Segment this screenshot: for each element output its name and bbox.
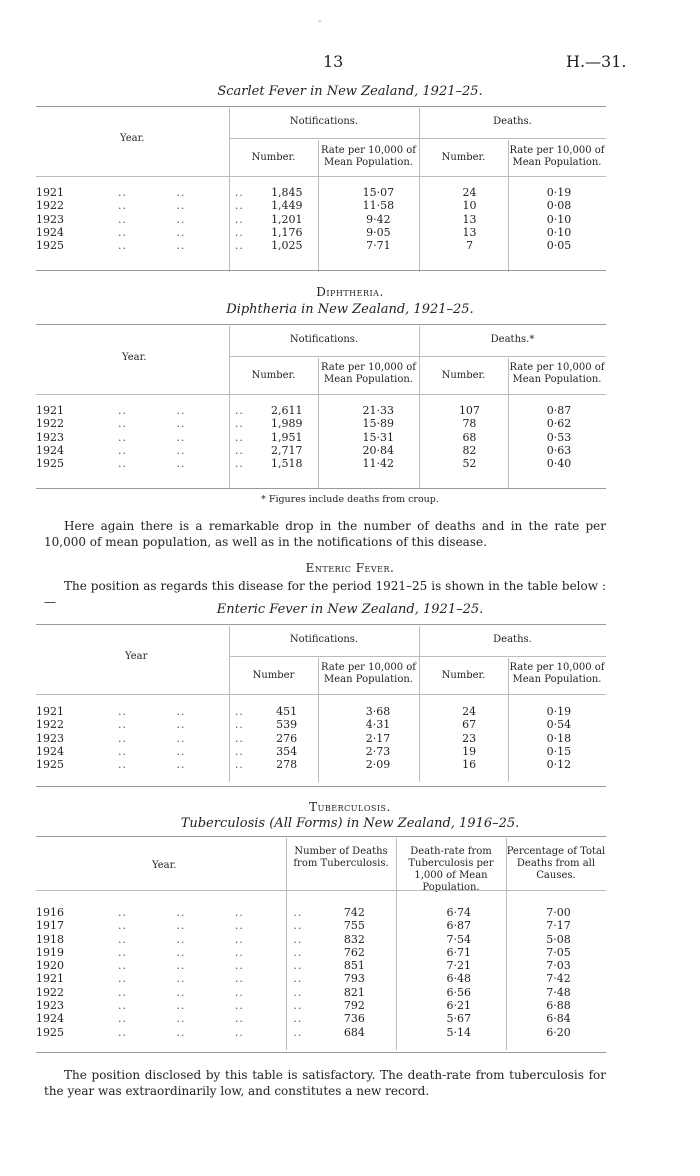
leader-dots: .. .. ..: [64, 718, 244, 732]
leader-dots: .. .. ..: [64, 239, 244, 253]
year-value: 1921: [36, 705, 64, 718]
deaths-number: 10: [462, 199, 477, 213]
year-cell: [36, 959, 302, 972]
tuberculosis-deaths-header: Number of Deaths from Tuberculosis.: [293, 846, 389, 869]
year-value: 1919: [36, 945, 64, 959]
leader-dots: .. .. .. ..: [64, 1012, 303, 1026]
table-row: [36, 1012, 606, 1025]
deaths-rate: 0·19: [546, 705, 572, 718]
deaths-rate: 0·19: [546, 186, 572, 199]
deaths-rate: 0·54: [546, 718, 572, 732]
year-cell: [36, 732, 244, 745]
year-value: 1923: [36, 430, 64, 444]
table-row: [36, 745, 606, 758]
tb-deaths: 793: [343, 972, 365, 986]
notifications-rate: 2·17: [365, 731, 391, 745]
deaths-rate: 0·10: [546, 212, 572, 226]
notifications-rate: 21·33: [362, 404, 394, 417]
year-value: 1923: [36, 212, 64, 226]
year-value: 1924: [36, 1012, 64, 1026]
notifications-rate: 9·42: [366, 212, 391, 226]
leader-dots: .. .. ..: [64, 404, 244, 417]
year-value: 1924: [36, 225, 64, 239]
tb-deaths: 792: [343, 999, 365, 1013]
year-value: 1924: [36, 443, 64, 457]
leader-dots: .. .. .. ..: [64, 906, 303, 919]
document-reference: H.—31.: [566, 52, 627, 71]
year-cell: [36, 1012, 302, 1025]
scarlet-notif-number-header: Number.: [251, 152, 296, 163]
year-cell: [36, 199, 244, 212]
notifications-rate: 2·73: [365, 744, 391, 758]
tb-percentage: 7·03: [546, 959, 571, 973]
year-value: 1917: [36, 919, 64, 933]
scarlet-deaths-rate-header: Rate per 10,000 of Mean Population.: [509, 145, 605, 168]
notifications-number: 1,449: [271, 199, 303, 213]
table-row: [36, 457, 606, 470]
scarlet-notif-rate-header: Rate per 10,000 of Mean Population.: [320, 145, 416, 168]
tuberculosis-year-header: Year.: [152, 860, 177, 871]
notifications-number: 451: [276, 705, 298, 718]
deaths-number: 23: [462, 731, 477, 745]
year-cell: [36, 986, 302, 999]
leader-dots: .. .. .. ..: [64, 932, 303, 946]
notifications-number: 2,717: [271, 443, 303, 457]
deaths-number: 67: [462, 718, 477, 732]
notifications-rate: 9·05: [366, 225, 391, 239]
table-row: [36, 972, 606, 985]
diphtheria-year-header: Year.: [122, 352, 147, 363]
year-value: 1918: [36, 932, 64, 946]
deaths-number: 24: [462, 705, 477, 718]
enteric-notif-number-header: Number: [252, 670, 295, 681]
tb-percentage: 7·42: [546, 972, 571, 986]
deaths-number: 24: [462, 186, 477, 199]
table-row: [36, 444, 606, 457]
notifications-number: 1,989: [271, 417, 303, 431]
tb-death-rate: 6·71: [446, 945, 471, 959]
notifications-rate: 15·07: [362, 186, 395, 199]
deaths-rate: 0·15: [546, 744, 572, 758]
tb-percentage: 5·08: [546, 932, 571, 946]
year-value: 1922: [36, 417, 64, 431]
deaths-number: 82: [462, 443, 477, 457]
table-row: [36, 758, 606, 771]
enteric-table-title: Enteric Fever in New Zealand, 1921–25.: [216, 602, 484, 617]
deaths-rate: 0·12: [546, 758, 572, 772]
tb-death-rate: 6·74: [446, 906, 471, 919]
tb-death-rate: 7·54: [446, 932, 471, 946]
year-cell: [36, 972, 302, 985]
tb-deaths: 851: [343, 959, 365, 973]
notifications-rate: 11·42: [362, 457, 394, 471]
table-row: [36, 705, 606, 718]
leader-dots: .. .. ..: [64, 212, 244, 226]
diphtheria-notif-rate-header: Rate per 10,000 of Mean Population.: [320, 362, 416, 385]
tuberculosis-heading: Tuberculosis.: [309, 800, 391, 814]
table-row: [36, 999, 606, 1012]
enteric-deaths-rate-header: Rate per 10,000 of Mean Population.: [509, 662, 605, 685]
deaths-number: 13: [462, 225, 477, 239]
notifications-number: 1,025: [271, 239, 303, 253]
year-cell: [36, 444, 244, 457]
notifications-rate: 2·09: [365, 758, 391, 772]
scarlet-year-header: Year.: [120, 133, 145, 144]
table-row: [36, 417, 606, 430]
tb-deaths: 684: [343, 1025, 365, 1039]
tb-percentage: 6·88: [546, 999, 571, 1013]
tb-deaths: 742: [343, 906, 365, 919]
table-row: [36, 404, 606, 417]
tb-percentage: 7·17: [546, 919, 571, 933]
leader-dots: .. .. ..: [64, 225, 244, 239]
table-row: [36, 959, 606, 972]
year-value: 1924: [36, 744, 64, 758]
tb-deaths: 762: [343, 945, 365, 959]
table-row: [36, 186, 606, 199]
tb-percentage: 7·48: [546, 985, 571, 999]
year-value: 1923: [36, 999, 64, 1013]
table-row: [36, 718, 606, 731]
table-row: [36, 239, 606, 252]
year-cell: [36, 933, 302, 946]
deaths-number: 107: [458, 404, 480, 417]
diphtheria-table-title: Diphtheria in New Zealand, 1921–25.: [226, 302, 474, 317]
year-cell: [36, 226, 244, 239]
diphtheria-table: [36, 404, 606, 470]
notifications-number: 354: [276, 744, 298, 758]
notifications-number: 1,518: [271, 457, 303, 471]
table-row: [36, 946, 606, 959]
notifications-number: 1,176: [271, 225, 303, 239]
year-value: 1923: [36, 731, 64, 745]
notifications-rate: 7·71: [366, 239, 391, 253]
tb-percentage: 7·05: [546, 945, 571, 959]
enteric-deaths-header: Deaths.: [493, 634, 532, 645]
tuberculosis-table: [36, 906, 606, 1039]
deaths-number: 78: [462, 417, 477, 431]
leader-dots: .. .. .. ..: [64, 959, 303, 973]
enteric-year-header: Year: [125, 651, 148, 662]
top-mark: -: [318, 16, 322, 27]
table-row: [36, 199, 606, 212]
year-cell: [36, 745, 244, 758]
leader-dots: .. .. ..: [64, 430, 244, 444]
tb-deaths: 832: [343, 932, 365, 946]
deaths-rate: 0·10: [546, 225, 572, 239]
notifications-number: 1,951: [271, 430, 303, 444]
leader-dots: .. .. .. ..: [64, 999, 303, 1013]
deaths-rate: 0·87: [546, 404, 572, 417]
year-value: 1922: [36, 985, 64, 999]
year-value: 1925: [36, 758, 64, 772]
notifications-number: 278: [276, 758, 298, 772]
notifications-rate: 15·31: [362, 430, 394, 444]
tb-death-rate: 5·67: [446, 1012, 471, 1026]
scarlet-deaths-header: Deaths.: [493, 116, 532, 127]
tb-deaths: 821: [343, 985, 365, 999]
table-row: [36, 732, 606, 745]
tb-death-rate: 6·56: [446, 985, 471, 999]
diphtheria-deaths-rate-header: Rate per 10,000 of Mean Population.: [509, 362, 605, 385]
diphtheria-footnote: * Figures include deaths from croup.: [261, 494, 439, 505]
diphtheria-deaths-header: Deaths.*: [490, 334, 535, 345]
year-cell: [36, 417, 244, 430]
enteric-intro: The position as regards this disease for the period 1921–25 is shown in the table below :—: [44, 579, 606, 609]
leader-dots: .. .. ..: [64, 705, 244, 718]
leader-dots: .. .. .. ..: [64, 972, 303, 986]
diphtheria-paragraph: Here again there is a remarkable drop in the number of deaths and in the rate per 10,000 of mean population, as well as in the notifications of this disease.: [44, 519, 606, 549]
tb-deaths: 736: [343, 1012, 365, 1026]
leader-dots: .. .. .. ..: [64, 919, 303, 933]
tb-deaths: 755: [343, 919, 365, 933]
deaths-rate: 0·08: [546, 199, 572, 213]
year-cell: [36, 718, 244, 731]
deaths-rate: 0·40: [546, 457, 572, 471]
table-row: [36, 1026, 606, 1039]
deaths-number: 19: [462, 744, 477, 758]
notifications-rate: 15·89: [362, 417, 394, 431]
notifications-number: 2,611: [271, 404, 303, 417]
diphtheria-notifications-header: Notifications.: [289, 334, 359, 345]
scarlet-table-title: Scarlet Fever in New Zealand, 1921–25.: [217, 84, 483, 99]
deaths-number: 52: [462, 457, 477, 471]
tb-percentage: 7·00: [546, 906, 571, 919]
leader-dots: .. .. ..: [64, 186, 244, 199]
notifications-rate: 4·31: [365, 718, 391, 732]
enteric-table: [36, 705, 606, 771]
tb-death-rate: 6·87: [446, 919, 471, 933]
year-cell: [36, 239, 244, 252]
tuberculosis-pct-header: Percentage of Total Deaths from all Causes.: [506, 846, 606, 881]
notifications-number: 276: [276, 731, 298, 745]
year-value: 1925: [36, 457, 64, 471]
tuberculosis-table-title: Tuberculosis (All Forms) in New Zealand, 1916–25.: [180, 816, 520, 831]
deaths-rate: 0·63: [546, 443, 572, 457]
notifications-rate: 11·58: [362, 199, 395, 213]
year-value: 1922: [36, 199, 64, 213]
leader-dots: .. .. .. ..: [64, 985, 303, 999]
year-cell: [36, 404, 244, 417]
tb-death-rate: 6·21: [446, 999, 471, 1013]
table-row: [36, 226, 606, 239]
deaths-number: 68: [462, 430, 477, 444]
table-row: [36, 431, 606, 444]
deaths-rate: 0·05: [546, 239, 572, 253]
year-cell: [36, 213, 244, 226]
deaths-number: 16: [462, 758, 477, 772]
year-cell: [36, 758, 244, 771]
year-value: 1921: [36, 404, 64, 417]
table-row: [36, 213, 606, 226]
year-cell: [36, 186, 244, 199]
deaths-rate: 0·53: [546, 430, 572, 444]
year-value: 1922: [36, 718, 64, 732]
page-number: 13: [323, 52, 344, 71]
notifications-number: 1,845: [271, 186, 303, 199]
table-row: [36, 986, 606, 999]
enteric-notifications-header: Notifications.: [289, 634, 359, 645]
tuberculosis-rate-header: Death-rate from Tuberculosis per 1,000 of Mean Population.: [408, 846, 494, 893]
leader-dots: .. .. .. ..: [64, 945, 303, 959]
year-cell: [36, 1026, 302, 1039]
tb-death-rate: 6·48: [446, 972, 471, 986]
scarlet-table: [36, 186, 606, 252]
diphtheria-deaths-number-header: Number.: [441, 370, 486, 381]
leader-dots: .. .. ..: [64, 417, 244, 431]
notifications-rate: 3·68: [365, 705, 391, 718]
leader-dots: .. .. ..: [64, 457, 244, 471]
table-row: [36, 933, 606, 946]
tuberculosis-paragraph: The position disclosed by this table is satisfactory. The death-rate from tuberculosis for the year was extraordinarily low, and constitutes a new record.: [44, 1068, 606, 1098]
year-cell: [36, 906, 302, 919]
year-cell: [36, 705, 244, 718]
year-cell: [36, 431, 244, 444]
tb-death-rate: 7·21: [446, 959, 471, 973]
notifications-number: 539: [276, 718, 298, 732]
leader-dots: .. .. .. ..: [64, 1025, 303, 1039]
deaths-rate: 0·18: [546, 731, 572, 745]
enteric-notif-rate-header: Rate per 10,000 of Mean Population.: [320, 662, 416, 685]
tb-death-rate: 5·14: [446, 1025, 471, 1039]
leader-dots: .. .. ..: [64, 744, 244, 758]
notifications-rate: 20·84: [362, 443, 394, 457]
scarlet-deaths-number-header: Number.: [441, 152, 486, 163]
year-cell: [36, 457, 244, 470]
leader-dots: .. .. ..: [64, 758, 244, 772]
scarlet-notifications-header: Notifications.: [289, 116, 359, 127]
year-value: 1920: [36, 959, 64, 973]
leader-dots: .. .. ..: [64, 731, 244, 745]
year-value: 1921: [36, 972, 64, 986]
tb-percentage: 6·84: [546, 1012, 571, 1026]
table-row: [36, 919, 606, 932]
year-value: 1916: [36, 906, 64, 919]
diphtheria-heading: Diphtheria.: [316, 285, 384, 299]
notifications-number: 1,201: [271, 212, 303, 226]
leader-dots: .. .. ..: [64, 443, 244, 457]
year-value: 1921: [36, 186, 64, 199]
diphtheria-notif-number-header: Number.: [251, 370, 296, 381]
year-value: 1925: [36, 1025, 64, 1039]
year-cell: [36, 999, 302, 1012]
tb-percentage: 6·20: [546, 1025, 571, 1039]
enteric-deaths-number-header: Number.: [441, 670, 486, 681]
deaths-rate: 0·62: [546, 417, 572, 431]
enteric-heading: Enteric Fever.: [305, 561, 395, 575]
table-row: [36, 906, 606, 919]
leader-dots: .. .. ..: [64, 199, 244, 213]
deaths-number: 7: [465, 239, 473, 253]
year-cell: [36, 919, 302, 932]
year-cell: [36, 946, 302, 959]
deaths-number: 13: [462, 212, 477, 226]
year-value: 1925: [36, 239, 64, 253]
